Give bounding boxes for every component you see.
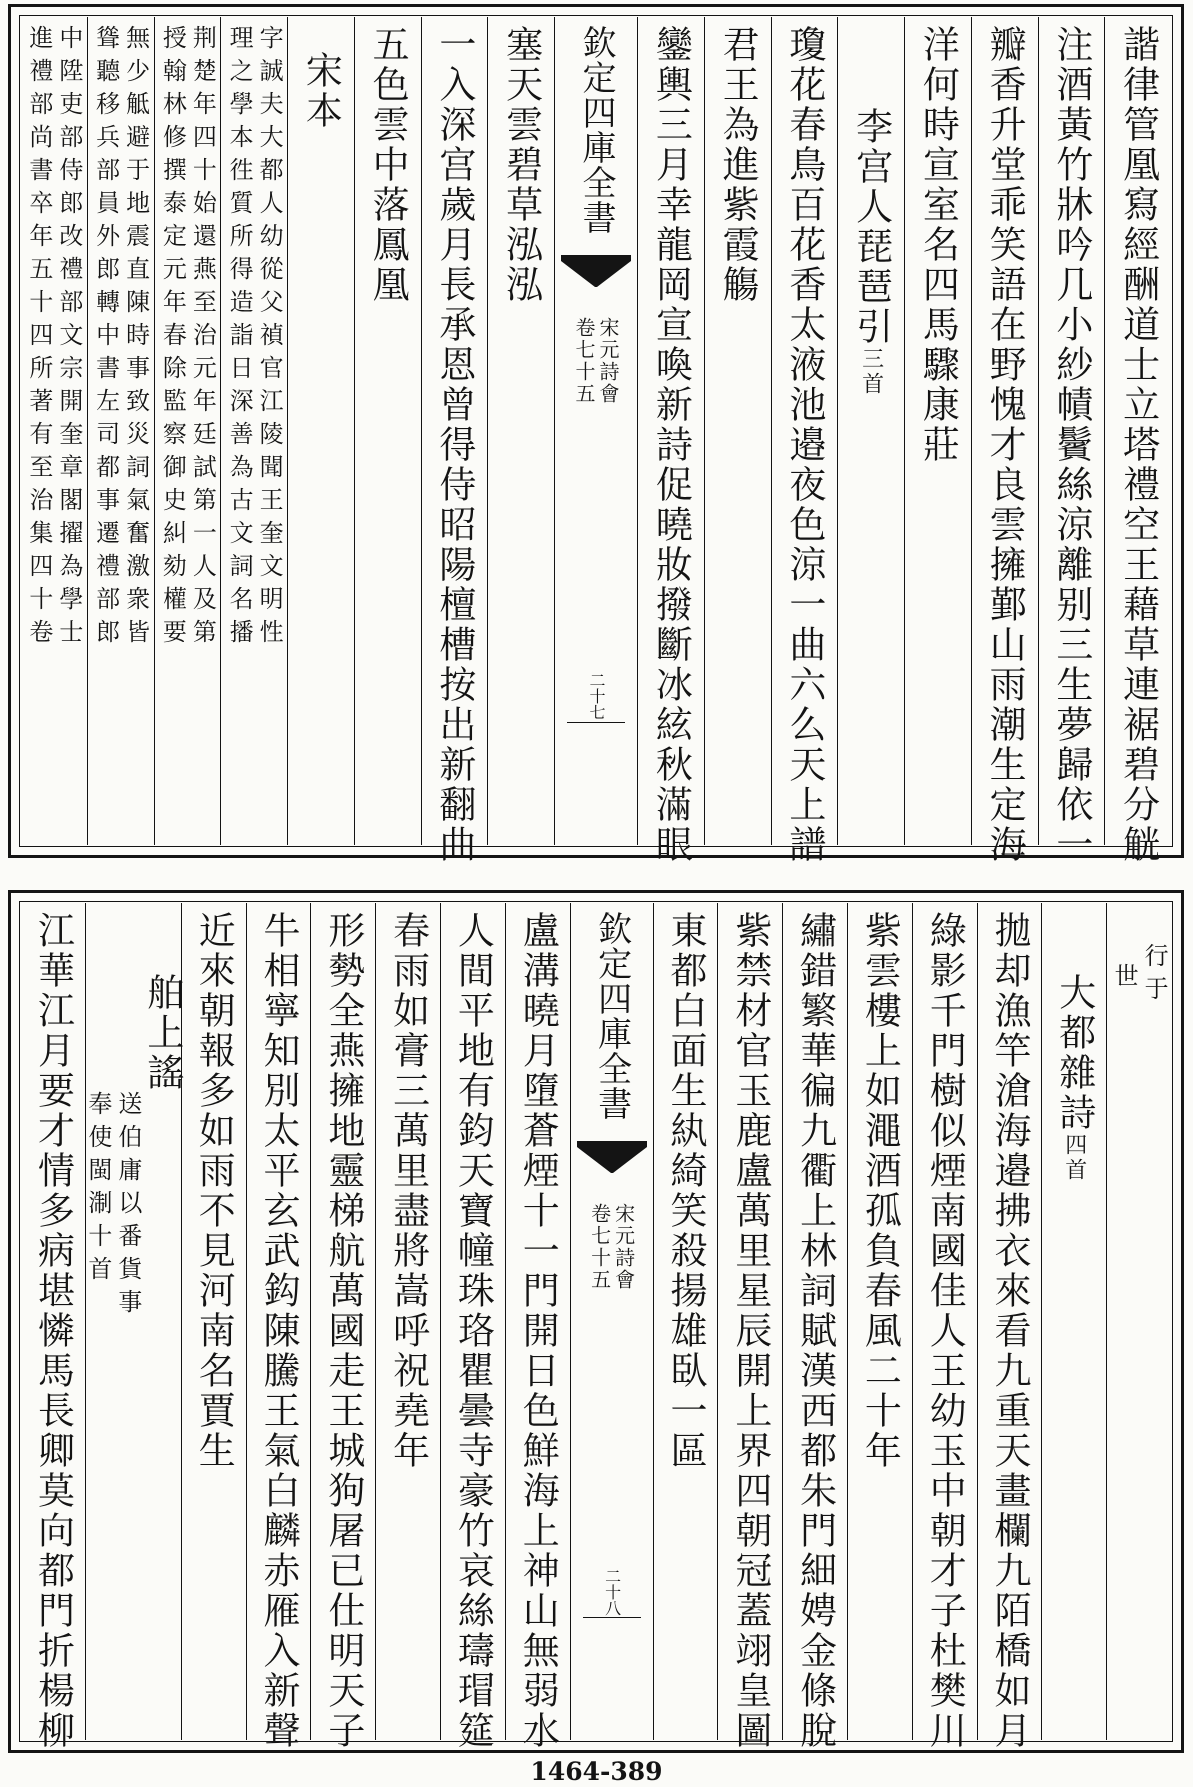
biography-column bbox=[87, 17, 154, 845]
folio-number: 二十八 bbox=[602, 1568, 622, 1616]
column-text: 綠影千門樹似煙南國佳人王幼玉中朝才子杜樊川 bbox=[923, 911, 967, 1751]
poem-note-line: 送伯庸以番貨事 bbox=[113, 1091, 142, 1322]
biography-line: 聳聽移兵部員外郎轉中書左司都事遷禮部郎 bbox=[91, 25, 120, 652]
banxin-folio bbox=[555, 672, 637, 720]
biography-line: 行于 bbox=[1140, 943, 1169, 1009]
text-column bbox=[505, 903, 570, 1751]
text-column bbox=[971, 17, 1038, 865]
biography-end-column bbox=[1106, 903, 1171, 1740]
column-text: 東都白面生紈綺笑殺揚雄臥一區 bbox=[664, 911, 708, 1471]
column-text: 紫雲樓上如澠酒孤負春風二十年 bbox=[858, 911, 902, 1471]
poem-note-double-line bbox=[83, 973, 142, 1740]
poem-title-column bbox=[83, 903, 184, 1740]
poem-count-note: 四首 bbox=[1061, 1133, 1087, 1183]
poem-count-note: 三首 bbox=[858, 347, 884, 397]
poem-title-column bbox=[1041, 903, 1106, 1740]
banxin-meta bbox=[555, 317, 637, 405]
column-text: 君王為進紫霞觴 bbox=[716, 25, 760, 305]
biography-line: 荆楚年四十始還燕至治元年廷試第一人及第 bbox=[188, 25, 217, 652]
text-column bbox=[181, 903, 246, 1740]
column-text: 形勢全燕擁地靈梯航萬國走王城狗屠已仕明天子 bbox=[321, 911, 365, 1751]
author-name: 宋本 bbox=[299, 51, 343, 131]
banxin-center-column bbox=[554, 17, 637, 845]
column-text: 近來朝報多如雨不見河南名賈生 bbox=[192, 911, 236, 1471]
text-column bbox=[847, 903, 912, 1740]
page-top bbox=[8, 4, 1184, 865]
biography-line: 字誠夫大都人幼從父禎官江陵聞王奎文明性 bbox=[255, 25, 284, 652]
author-name-column bbox=[287, 17, 354, 845]
column-text: 紫禁材官玉鹿盧萬里星辰開上界四朝冠蓋翊皇圖 bbox=[728, 911, 772, 1751]
page-number: 1464-389 bbox=[530, 1757, 663, 1786]
banxin-book-title: 宋元詩會 bbox=[596, 317, 620, 405]
biography-double-line bbox=[88, 17, 154, 845]
text-column bbox=[421, 17, 488, 865]
poem-title: 大都雜詩四首 bbox=[1052, 973, 1096, 1183]
banxin-title: 欽定四庫全書 bbox=[591, 911, 632, 1121]
column-text: 注酒黃竹牀吟几小紗幘鬢絲涼離别三生夢歸依一 bbox=[1049, 25, 1093, 865]
fish-tail-mark bbox=[561, 255, 631, 293]
text-column bbox=[1104, 17, 1171, 865]
column-text: 五色雲中落鳳凰 bbox=[366, 25, 410, 305]
column-text: 繡錯繁華徧九衢上林詞賦漢西都朱門細娉金條脫 bbox=[793, 911, 837, 1751]
biography-double-line bbox=[1107, 903, 1171, 1740]
text-column bbox=[904, 17, 971, 845]
text-column bbox=[912, 903, 977, 1751]
poem-note-line: 奉使閩淛十首 bbox=[83, 1091, 112, 1289]
biography-double-line bbox=[155, 17, 221, 845]
biography-double-line bbox=[221, 17, 287, 845]
biography-line: 中陞吏部侍郎改禮部文宗開奎章閣擢為學士 bbox=[54, 25, 83, 652]
text-column bbox=[354, 17, 421, 845]
text-column bbox=[440, 903, 505, 1751]
column-text: 諧律管凰寫經酬道士立塔禮空王藉草連裾碧分觥 bbox=[1116, 25, 1160, 865]
biography-line: 世 bbox=[1110, 963, 1139, 996]
column-text: 瓣香升堂乖笑語在野愧才良雲擁鄞山雨潮生定海 bbox=[983, 25, 1027, 865]
banxin-folio bbox=[571, 1568, 653, 1616]
column-text: 牛相寧知別太平玄武鈎陳騰王氣白麟赤雁入新聲 bbox=[257, 911, 301, 1751]
text-column bbox=[487, 17, 554, 845]
banxin-title: 欽定四庫全書 bbox=[576, 25, 616, 235]
biography-line: 理之學本徃質所得造詣日深善為古文詞名播 bbox=[225, 25, 254, 652]
banxin-book-title: 宋元詩會 bbox=[611, 1203, 636, 1291]
folio-rule bbox=[567, 722, 625, 723]
text-column bbox=[1038, 17, 1105, 865]
biography-line: 無少觝避于地震直陳時事致災詞氣奮激衆皆 bbox=[121, 25, 150, 652]
banxin-head bbox=[571, 911, 653, 1121]
column-text: 江華江月要才情多病堪憐馬長卿莫向都門折楊柳 bbox=[31, 911, 75, 1751]
text-column bbox=[717, 903, 782, 1751]
biography-column bbox=[154, 17, 221, 845]
biography-line: 進禮部尚書卒年五十四所著有至治集四十卷 bbox=[24, 25, 53, 652]
column-text: 春雨如膏三萬里盡將嵩呼祝堯年 bbox=[386, 911, 430, 1471]
text-column bbox=[977, 903, 1042, 1751]
text-column bbox=[310, 903, 375, 1751]
biography-column bbox=[21, 17, 87, 845]
poem-title: 李宫人琵琶引三首 bbox=[849, 107, 893, 397]
banxin-head bbox=[555, 25, 637, 235]
fish-tail-mark bbox=[577, 1141, 647, 1179]
poem-title: 舶上謠 bbox=[140, 973, 184, 1093]
column-text: 拋却漁竿滄海邉拂衣來看九重天畫欄九陌橋如月 bbox=[988, 911, 1031, 1751]
text-column bbox=[782, 903, 847, 1751]
folio-number: 二十七 bbox=[587, 672, 606, 720]
banxin-meta bbox=[571, 1203, 653, 1291]
text-column bbox=[653, 903, 718, 1740]
text-column bbox=[21, 903, 85, 1751]
column-text: 鑾輿三月幸龍岡宣喚新詩促曉妝撥斷冰絃秋滿眼 bbox=[649, 25, 693, 865]
biography-double-line bbox=[21, 17, 87, 845]
poem-title-column bbox=[837, 17, 904, 845]
banxin-juan: 卷七十五 bbox=[572, 317, 596, 405]
banxin-center-column bbox=[570, 903, 653, 1740]
column-text: 盧溝曉月墮蒼煙十一門開日色鮮海上神山無弱水 bbox=[516, 911, 560, 1751]
text-column bbox=[771, 17, 838, 865]
column-text: 人間平地有鈞天寶幢珠珞瞿曇寺豪竹哀絲璹瑁筵 bbox=[451, 911, 495, 1751]
biography-column bbox=[220, 17, 287, 845]
page-bottom bbox=[8, 890, 1184, 1753]
text-column bbox=[637, 17, 704, 865]
text-columns bbox=[21, 17, 1171, 865]
column-text: 一入深宫歲月長承恩曾得侍昭陽檀槽按出新翻曲 bbox=[432, 25, 476, 865]
column-text: 瓊花春鳥百花香太液池邉夜色涼一曲六么天上譜 bbox=[782, 25, 826, 865]
column-text: 塞天雲碧草泓泓 bbox=[499, 25, 543, 305]
banxin-juan: 卷七十五 bbox=[587, 1203, 612, 1291]
text-column bbox=[375, 903, 440, 1740]
text-column bbox=[704, 17, 771, 845]
poem-title-group bbox=[83, 903, 184, 1740]
column-text: 洋何時宣室名四馬驟康莊 bbox=[916, 25, 960, 465]
text-columns bbox=[21, 903, 1171, 1751]
text-column bbox=[246, 903, 311, 1751]
biography-line: 授翰林修撰泰定元年春除監察御史糾劾權要 bbox=[158, 25, 187, 652]
folio-rule bbox=[583, 1617, 641, 1618]
